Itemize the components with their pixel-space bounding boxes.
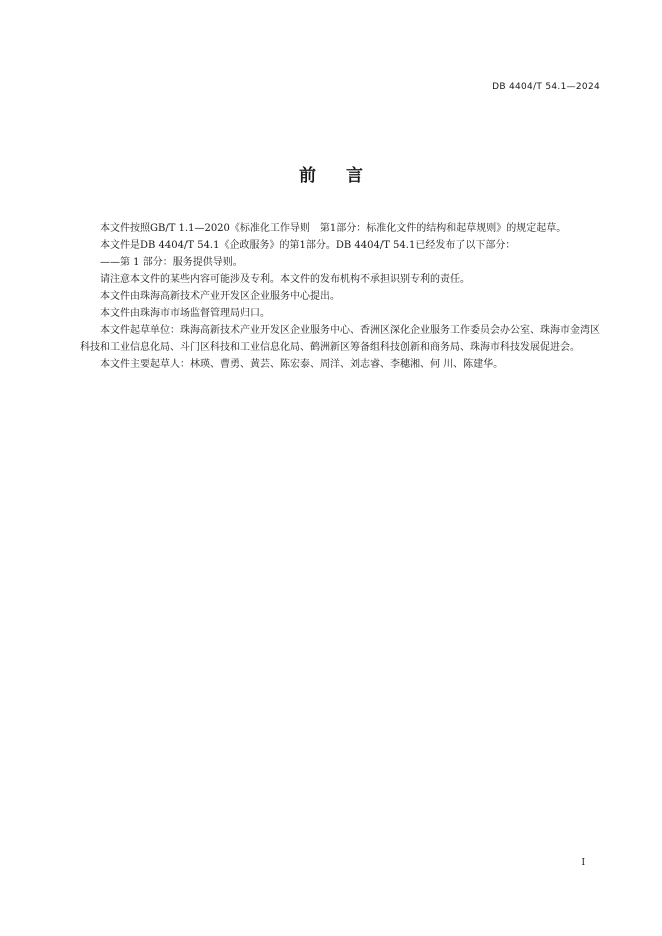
document-code: DB 4404/T 54.1—2024 [492, 82, 600, 92]
page-number: I [581, 858, 585, 868]
page-title: 前言 [299, 166, 393, 186]
paragraph-drafting-units: 本文件起草单位：珠海高新技术产业开发区企业服务中心、香洲区深化企业服务工作委员会办公室、珠海市金湾区科技和工业信息化局、斗门区科技和工业信息化局、鹤洲新区筹备组科技创新和商务局、珠海市科技发展促进会。 [80, 325, 600, 353]
paragraph-administrator: 本文件由珠海市市场监督管理局归口。 [100, 308, 270, 319]
paragraph-part-list: ——第 1 部分：服务提供导则。 [100, 257, 243, 268]
paragraph-drafters: 本文件主要起草人：林瑛、曹勇、黄芸、陈宏泰、周洋、刘志睿、李穗湘、何 川、陈建华。 [100, 359, 504, 370]
foreword-body [80, 220, 600, 373]
paragraph-patent-notice: 请注意本文件的某些内容可能涉及专利。本文件的发布机构不承担识别专利的责任。 [100, 274, 470, 285]
paragraph-proposer: 本文件由珠海高新技术产业开发区企业服务中心提出。 [100, 291, 340, 302]
paragraph-series-info: 本文件是DB 4404/T 54.1《企政服务》的第1部分。DB 4404/T 54.1已经发布了以下部分： [100, 240, 516, 251]
paragraph-drafting-rules: 本文件按照GB/T 1.1—2020《标准化工作导则 第1部分：标准化文件的结构和起草规则》的规定起草。 [100, 223, 567, 234]
